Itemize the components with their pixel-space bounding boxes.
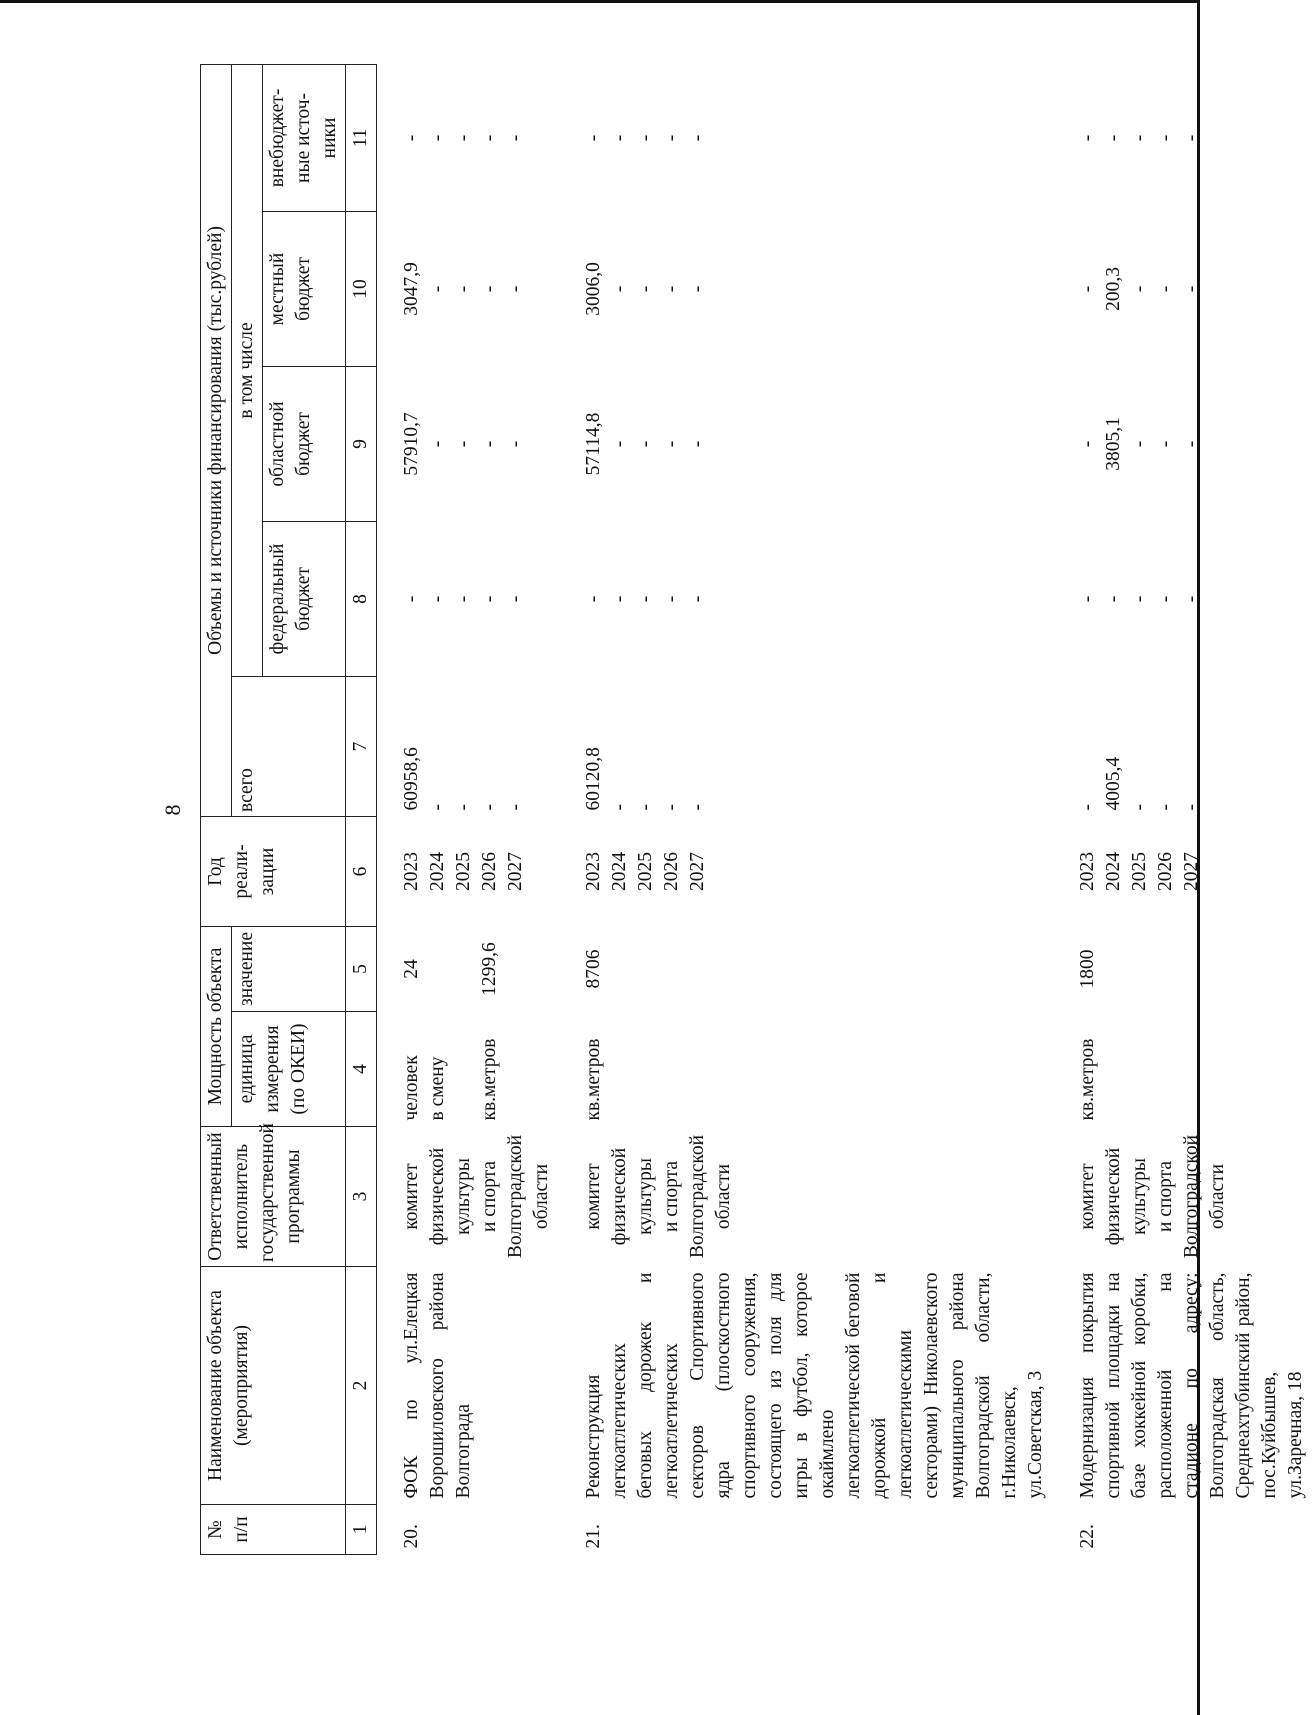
implementation-year-line: 2023 [401,851,422,891]
object-name: Модернизация покрытия спортивной площадки на базе хоккейной коробки, расположенной на стадионе по адресу: Волгоградская область, Среднеахтубинский район, пос.Куйбышев, ул.Заречная, 18 [1077,1272,1306,1499]
table-row [395,64,559,1554]
extrabudgetary-sources-line: - [505,134,526,142]
federal-budget-line: - [1129,595,1150,603]
local-budget-line: 3006,0 [583,262,604,316]
extrabudgetary-sources-line: - [453,134,474,142]
regional-budget-line: 57910,7 [401,412,422,476]
capacity-value-line [425,932,451,1005]
table-row [1071,64,1313,1554]
extrabudgetary-sources-line: - [427,134,448,142]
total-amount-line: - [1129,803,1150,811]
column-number: 11 [346,64,377,211]
local-budget-line: - [661,285,682,293]
local-budget [1071,211,1313,366]
federal-budget-line: - [1181,595,1202,603]
header-federal: федеральный бюджет [263,521,346,676]
total-amount-line: - [1077,803,1098,811]
regional-budget-line: - [505,440,526,448]
total-amount-line: - [687,803,708,811]
local-budget-line: - [479,285,500,293]
implementation-year-line: 2023 [1077,851,1098,891]
extrabudgetary-sources-line: - [1181,134,1202,142]
implementation-year-line: 2027 [687,851,708,891]
column-number: 6 [346,816,377,926]
total-amount [577,676,1053,816]
table-row [577,64,1053,1554]
total-amount-line: - [661,803,682,811]
page-number: 8 [160,804,185,816]
local-budget-line: - [635,285,656,293]
regional-budget-line: - [1077,440,1098,448]
regional-budget-line: - [609,440,630,448]
implementation-year-line: 2025 [635,851,656,891]
capacity-value-line: 8706 [583,949,604,989]
extrabudgetary-sources-line: - [1077,134,1098,142]
local-budget-line: 3047,9 [401,262,422,316]
capacity-unit-line [451,1018,477,1121]
local-budget-line: - [1077,285,1098,293]
header-num: № п/п [201,1505,346,1555]
header-regional: областной бюджет [263,366,346,521]
federal-budget [1071,521,1313,676]
implementation-year-line: 2026 [1155,851,1176,891]
total-amount-line: - [479,803,500,811]
extrabudgetary-sources-line: - [1103,134,1124,142]
header-year: Год реали- зации [201,816,346,926]
total-amount-line: 60958,6 [401,747,422,811]
capacity-value-line: 1800 [1077,949,1098,989]
object-name: Реконструкция легкоатлетических беговых дорожек и легкоатлетических секторов Спортивного ядра (плоскостного спортивного сооружения, состоящего из поля для игры в футбол, которое окаймлено легкоатлетической беговой дорожкой и легкоатлетическими секторами) Николаевского муниципального района Волгоградской области, г.Николаевск, ул.Советская, 3 [583,1272,1046,1499]
capacity-unit [577,1012,1053,1127]
column-number: 2 [346,1267,377,1505]
total-amount-line: 60120,8 [583,747,604,811]
capacity-value [1071,926,1313,1011]
capacity-unit-line: человек [401,1055,422,1121]
row-number: 22. [1077,1524,1098,1549]
regional-budget-line: - [687,440,708,448]
implementation-year-line: 2023 [583,851,604,891]
total-amount-line: - [635,803,656,811]
regional-budget-line: - [661,440,682,448]
federal-budget-line: - [609,595,630,603]
extrabudgetary-sources-line: - [687,134,708,142]
header-local: местный бюджет [263,211,346,366]
federal-budget-line: - [505,595,526,603]
total-amount-line: - [1155,803,1176,811]
extrabudgetary-sources-line: - [583,134,604,142]
table-body [346,64,1313,1554]
header-extra: внебюджет- ные источ- ники [263,64,346,211]
implementation-year-line: 2024 [1103,851,1124,891]
extrabudgetary-sources [1071,64,1313,211]
capacity-unit [1071,1012,1313,1127]
local-budget [577,211,1053,366]
column-number: 4 [346,1012,377,1127]
row-number: 20. [401,1524,422,1549]
extrabudgetary-sources-line: - [609,134,630,142]
header-capacity: Мощность объекта [201,926,232,1126]
financing-table [200,64,1313,1555]
column-number: 5 [346,926,377,1011]
federal-budget-line: - [687,595,708,603]
federal-budget-line: - [583,595,604,603]
scan-edge-top [0,0,1200,3]
local-budget-line: - [505,285,526,293]
header-total: всего [232,676,346,816]
local-budget-line: - [687,285,708,293]
capacity-value-line: 24 [401,959,422,979]
regional-budget-line: - [1155,440,1176,448]
extrabudgetary-sources-line: - [1155,134,1176,142]
federal-budget-line: - [661,595,682,603]
extrabudgetary-sources-line: - [635,134,656,142]
extrabudgetary-sources-line: - [1129,134,1150,142]
regional-budget-line: - [1129,440,1150,448]
regional-budget-line: - [427,440,448,448]
responsible-executor: комитет физической культуры и спорта Волгоградской области [1077,1134,1228,1259]
regional-budget-line: - [635,440,656,448]
implementation-year-line: 2024 [427,851,448,891]
column-number: 8 [346,521,377,676]
implementation-year-line: 2025 [1129,851,1150,891]
capacity-value [577,926,1053,1011]
total-amount-line: - [453,803,474,811]
implementation-year [395,816,559,926]
regional-budget-line: - [1181,440,1202,448]
capacity-value-line: 1299,6 [479,942,500,996]
regional-budget-line: - [479,440,500,448]
federal-budget [395,521,559,676]
capacity-unit-line: кв.метров [583,1038,604,1121]
federal-budget-line: - [401,595,422,603]
local-budget-line: - [453,285,474,293]
federal-budget-line: - [1077,595,1098,603]
local-budget-line: 200,3 [1103,267,1124,311]
implementation-year-line: 2027 [1181,851,1202,891]
header-name: Наименование объекта (мероприятия) [201,1267,346,1505]
regional-budget-line: 57114,8 [583,412,604,476]
header-unit: единица измерения (по ОКЕИ) [232,1012,346,1127]
extrabudgetary-sources [395,64,559,211]
local-budget-line: - [1129,285,1150,293]
capacity-value-line [451,932,477,1005]
responsible-executor: комитет физической культуры и спорта Волгоградской области [583,1134,734,1259]
regional-budget-line: 3805,1 [1103,417,1124,471]
header-responsible: Ответственный исполнитель государственной программы [201,1127,346,1267]
implementation-year-line: 2027 [505,851,526,891]
federal-budget-line: - [1103,595,1124,603]
column-number: 9 [346,366,377,521]
implementation-year [577,816,1053,926]
row-spacer [559,64,577,1554]
header-including: в том числе [232,64,263,676]
implementation-year-line: 2024 [609,851,630,891]
implementation-year-line: 2025 [453,851,474,891]
extrabudgetary-sources-line: - [661,134,682,142]
regional-budget [1071,366,1313,521]
implementation-year-line: 2026 [661,851,682,891]
implementation-year-line: 2026 [479,851,500,891]
header-value: значение [232,926,346,1011]
column-number: 1 [346,1505,377,1555]
local-budget-line: - [1181,285,1202,293]
federal-budget-line: - [453,595,474,603]
column-number: 10 [346,211,377,366]
total-amount-line: - [1181,803,1202,811]
column-number: 7 [346,676,377,816]
capacity-unit-line: кв.метров [1077,1038,1098,1121]
regional-budget-line: - [453,440,474,448]
total-amount [1071,676,1313,816]
local-budget [395,211,559,366]
responsible-executor: комитет физической культуры и спорта Волгоградской области [401,1134,552,1259]
row-spacer [377,64,396,1554]
capacity-value [395,926,559,1011]
row-spacer [1053,64,1071,1554]
federal-budget-line: - [1155,595,1176,603]
column-number-row [346,64,377,1554]
federal-budget [577,521,1053,676]
regional-budget [395,366,559,521]
federal-budget-line: - [479,595,500,603]
extrabudgetary-sources-line: - [479,134,500,142]
capacity-unit [395,1012,559,1127]
object-name: ФОК по ул.Елецкая Ворошиловского района Волгограда [401,1272,474,1499]
total-amount [395,676,559,816]
regional-budget [577,366,1053,521]
extrabudgetary-sources [577,64,1053,211]
local-budget-line: - [427,285,448,293]
extrabudgetary-sources-line: - [401,134,422,142]
total-amount-line: - [427,803,448,811]
header-finance: Объемы и источники финансирования (тыс.рублей) [201,64,232,816]
capacity-unit-line: в смену [427,1056,448,1121]
local-budget-line: - [1155,285,1176,293]
total-amount-line: - [609,803,630,811]
federal-budget-line: - [635,595,656,603]
rotated-page [160,65,1306,1555]
capacity-unit-line: кв.метров [479,1038,500,1121]
column-number: 3 [346,1127,377,1267]
row-number: 21. [583,1524,604,1549]
federal-budget-line: - [427,595,448,603]
local-budget-line: - [609,285,630,293]
total-amount-line: 4005,4 [1103,756,1124,811]
implementation-year [1071,816,1313,926]
total-amount-line: - [505,803,526,811]
